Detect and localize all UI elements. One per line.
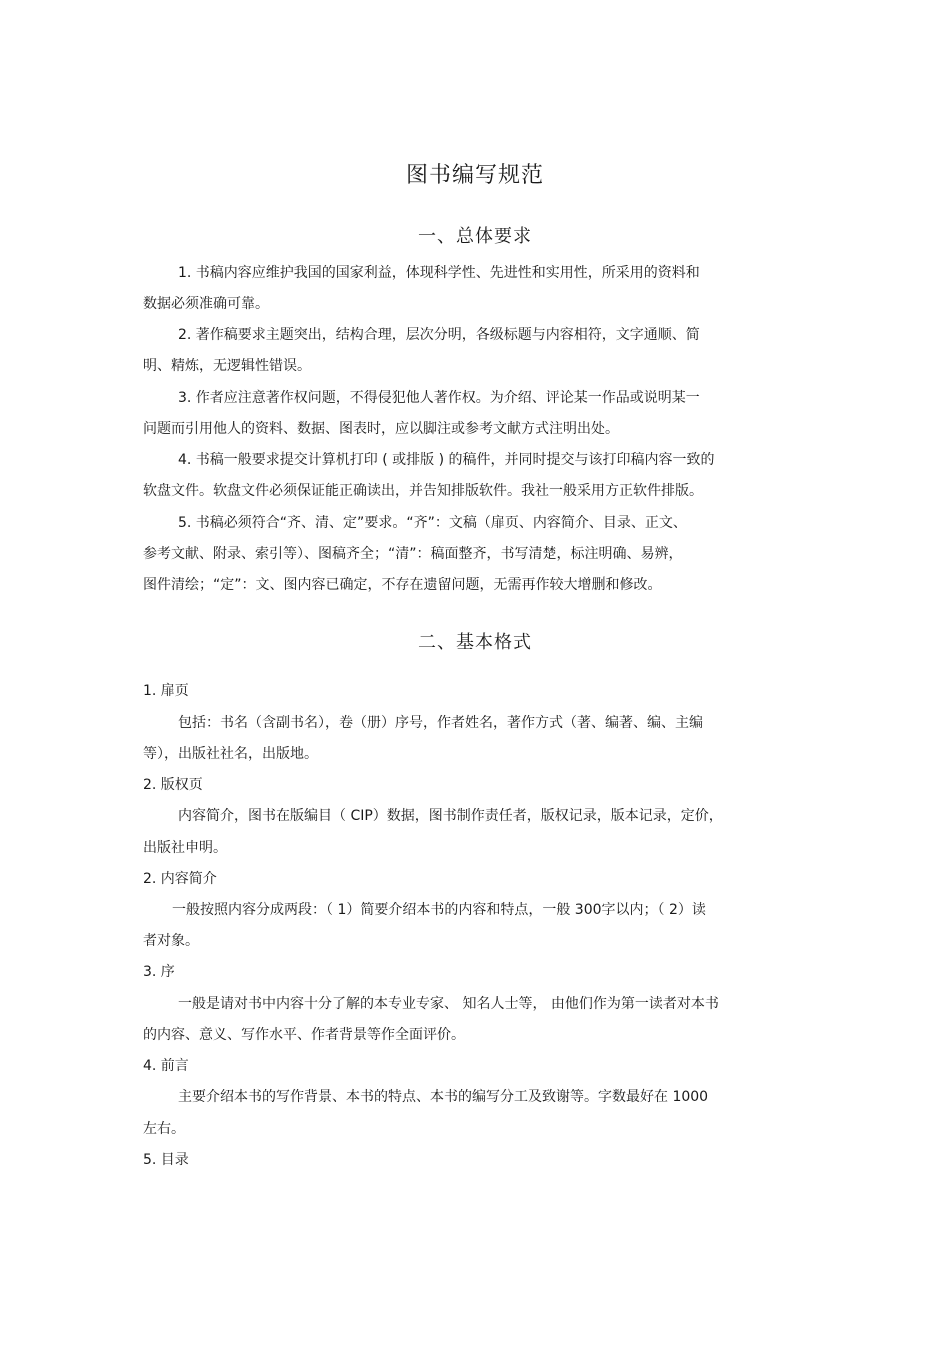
paragraph-line: 参考文献、附录、索引等）、图稿齐全；“清”：稿面整齐，书写清楚，标注明确、易辨， — [143, 546, 683, 562]
paragraph-line: 等），出版社社名，出版地。 — [143, 746, 318, 762]
paragraph-line: 图件清绘；“定”：文、图内容已确定，不存在遗留问题，无需再作较大增删和修改。 — [143, 577, 662, 593]
paragraph-line: 主要介绍本书的写作背景、本书的特点、本书的编写分工及致谢等。字数最好在 1000 — [178, 1089, 709, 1105]
item-label-foreword: 4. 前言 — [143, 1058, 189, 1074]
section-heading-general: 一、总体要求 — [418, 226, 532, 247]
item-label-preface: 3. 序 — [143, 964, 175, 980]
item-label-copyright-page: 2. 版权页 — [143, 777, 203, 793]
paragraph-line: 2. 著作稿要求主题突出，结构合理，层次分明，各级标题与内容相符，文字通顺、简 — [178, 327, 700, 343]
section-heading-format: 二、基本格式 — [418, 632, 532, 653]
paragraph-line: 出版社申明。 — [143, 840, 227, 856]
paragraph-line: 一般是请对书中内容十分了解的本专业专家、 知名人士等， 由他们作为第一读者对本书 — [178, 996, 719, 1012]
paragraph-line: 左右。 — [143, 1121, 185, 1137]
paragraph-line: 者对象。 — [143, 933, 199, 949]
document-title: 图书编写规范 — [405, 163, 544, 188]
paragraph-line: 包括：书名（含副书名），卷（册）序号，作者姓名，著作方式（著、编著、编、主编 — [178, 715, 703, 731]
paragraph-line: 4. 书稿一般要求提交计算机打印 ( 或排版 ) 的稿件，并同时提交与该打印稿内容一致的 — [178, 452, 715, 468]
item-label-contents: 5. 目录 — [143, 1152, 189, 1168]
paragraph-line: 数据必须准确可靠。 — [143, 296, 269, 312]
paragraph-line: 一般按照内容分成两段：（ 1）简要介绍本书的内容和特点，一般 300字以内；（ 2）读 — [172, 902, 706, 918]
paragraph-line: 软盘文件。软盘文件必须保证能正确读出，并告知排版软件。我社一般采用方正软件排版。 — [143, 483, 703, 499]
item-label-summary: 2. 内容简介 — [143, 871, 217, 887]
paragraph-line: 内容简介，图书在版编目（ CIP）数据，图书制作责任者，版权记录，版本记录，定价， — [178, 808, 723, 824]
paragraph-line: 明、精炼，无逻辑性错误。 — [143, 358, 311, 374]
paragraph-line: 5. 书稿必须符合“齐、清、定”要求。“齐”：文稿（扉页、内容简介、目录、正文、 — [178, 515, 687, 531]
item-label-title-page: 1. 扉页 — [143, 683, 189, 699]
paragraph-line: 问题而引用他人的资料、数据、图表时，应以脚注或参考文献方式注明出处。 — [143, 421, 619, 437]
paragraph-line: 1. 书稿内容应维护我国的国家利益，体现科学性、先进性和实用性，所采用的资料和 — [178, 265, 700, 281]
paragraph-line: 的内容、意义、写作水平、作者背景等作全面评价。 — [143, 1027, 465, 1043]
paragraph-line: 3. 作者应注意著作权问题，不得侵犯他人著作权。为介绍、评论某一作品或说明某一 — [178, 390, 700, 406]
